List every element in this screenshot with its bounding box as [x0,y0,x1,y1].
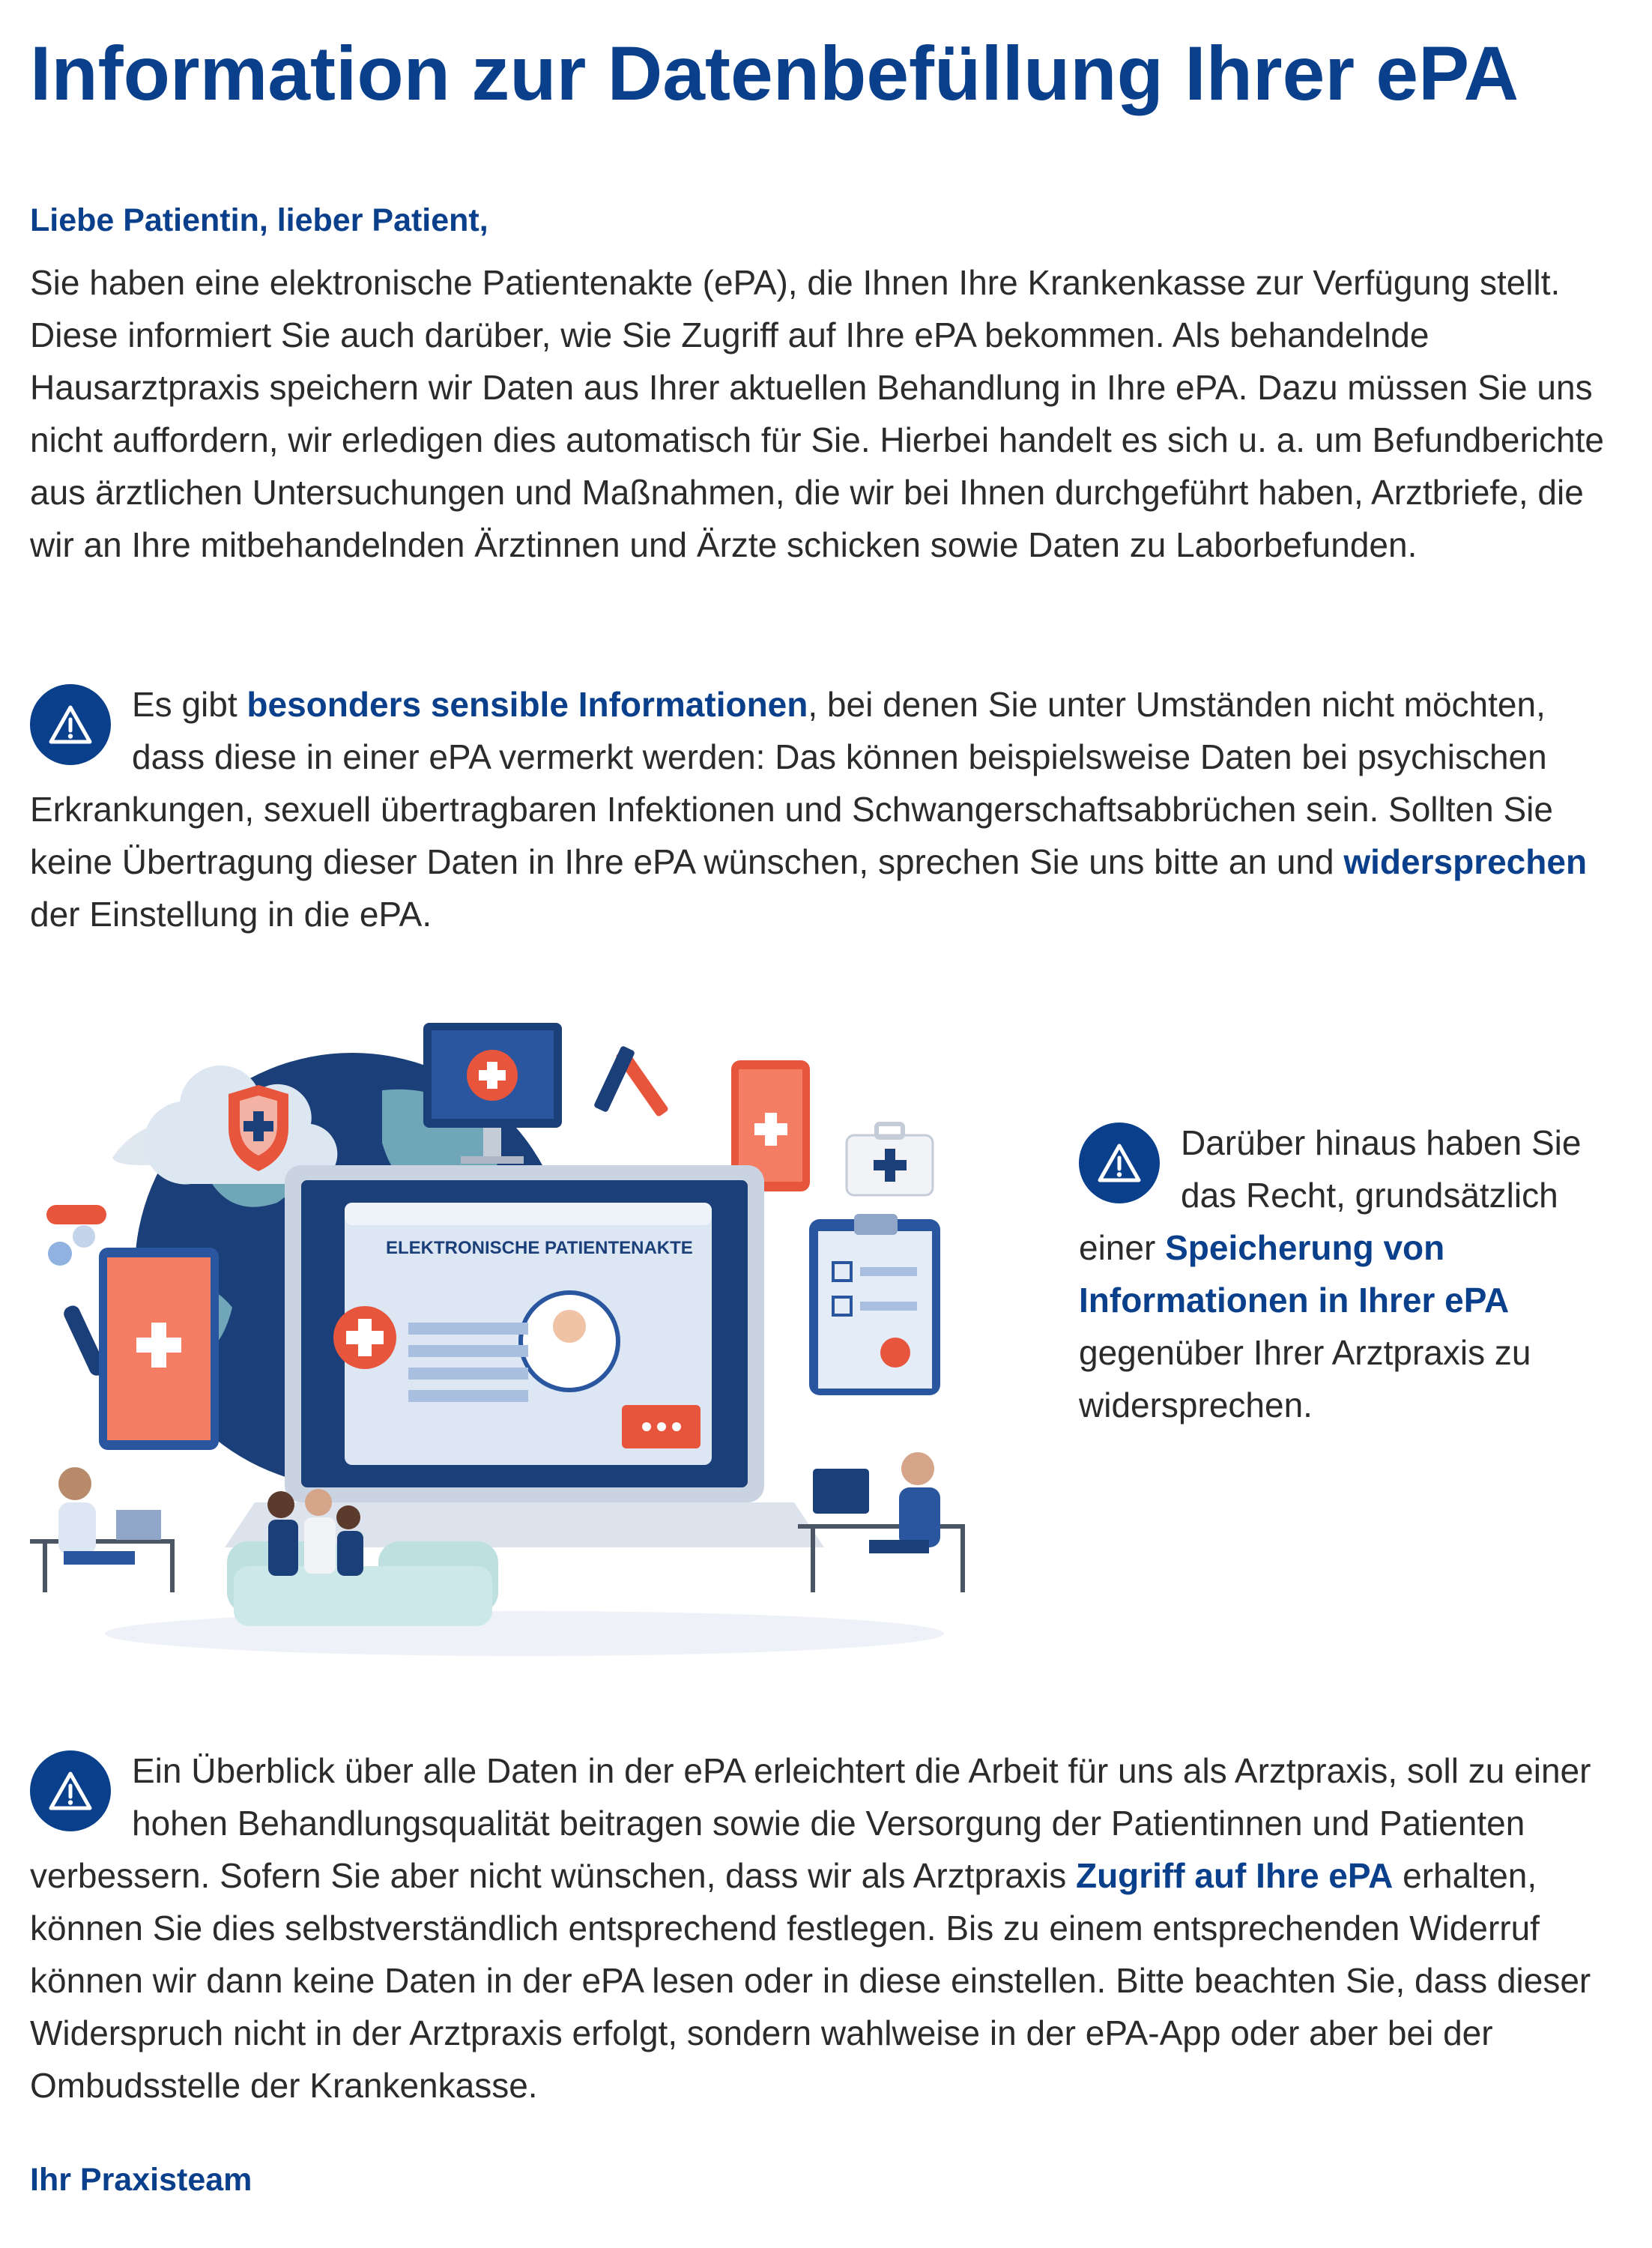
object-highlight: widersprechen [1343,842,1588,881]
greeting: Liebe Patientin, lieber Patient, [30,202,488,238]
access-lead: Ein Überblick über alle Daten in der ePA erleichtert die Arbeit für uns als Arztpraxis, soll zu einer hohen Behandlungsqualität beitragen sowie die Versorgung der Patientinnen und Patienten verbessern. Sofern Sie aber nicht wünschen, dass wir als Arztpraxis [30,1751,1591,1895]
warning-icon [30,1750,111,1831]
access-highlight: Zugriff auf Ihre ePA [1075,1856,1394,1895]
sensitive-info-paragraph [30,678,1626,940]
warning-icon [30,684,111,765]
page-title: Information zur Datenbefüllung Ihrer ePA [30,31,1519,116]
intro-paragraph: Sie haben eine elektronische Patientenakte (ePA), die Ihnen Ihre Krankenkasse zur Verfügung stellt. Diese informiert Sie auch darüber, wie Sie Zugriff auf Ihre ePA bekommen. Als behandelnde Hausarztpraxis speichern wir Daten aus Ihrer aktuellen Behandlung in Ihre ePA. Dazu müssen Sie uns nicht auffordern, wir erledigen dies automatisch für Sie. Hierbei handelt es sich u. a. um Befundberichte aus ärztlichen Untersuchungen und Maßnahmen, die wir bei Ihnen durchgeführt haben, Arztbriefe, die wir an Ihre mitbehandelnden Ärztinnen und Ärzte schicken sowie Daten zu Laborbefunden. [30,263,1604,564]
storage-highlight: Speicherung von Informationen in Ihrer ePA [1079,1228,1510,1320]
sensitive-highlight: besonders sensible Informationen [246,685,808,724]
sensitive-lead: Es gibt [132,685,247,724]
access-tail: erhalten, können Sie dies selbstverständlich entsprechend festlegen. Bis zu einem entsprechenden Widerruf können wir dann keine Daten in der ePA lesen oder in diese einstellen. Bitte beachten Sie, dass dieser Widerspruch nicht in der Arztpraxis erfolgt, sondern wahlweise in der ePA-App oder aber bei der Ombudsstelle der Krankenkasse. [30,1856,1591,2105]
signoff: Ihr Praxisteam [30,2162,252,2198]
access-paragraph [30,1744,1626,2112]
storage-lead: Darüber hinaus haben Sie das Recht, grundsätzlich einer [1079,1123,1582,1267]
storage-objection-paragraph [1079,1117,1633,1431]
screen-label: ELEKTRONISCHE PATIENTENAKTE [386,1238,693,1258]
warning-icon [1079,1123,1160,1203]
storage-tail: gegenüber Ihrer Arztpraxis zu widersprechen. [1079,1333,1531,1424]
epa-illustration [30,1023,1026,1675]
sensitive-middle: , bei denen Sie unter Umständen nicht möchten, dass diese in einer ePA vermerkt werden: Das können beispielsweise Daten bei psychischen Erkrankungen, sexuell übertragbaren Infektionen und Schwangerschaftsabbrüchen sein. Sollten Sie keine Übertragung dieser Daten in Ihre ePA wünschen, sprechen Sie uns bitte an und [30,685,1553,881]
sensitive-tail: der Einstellung in die ePA. [30,895,432,934]
